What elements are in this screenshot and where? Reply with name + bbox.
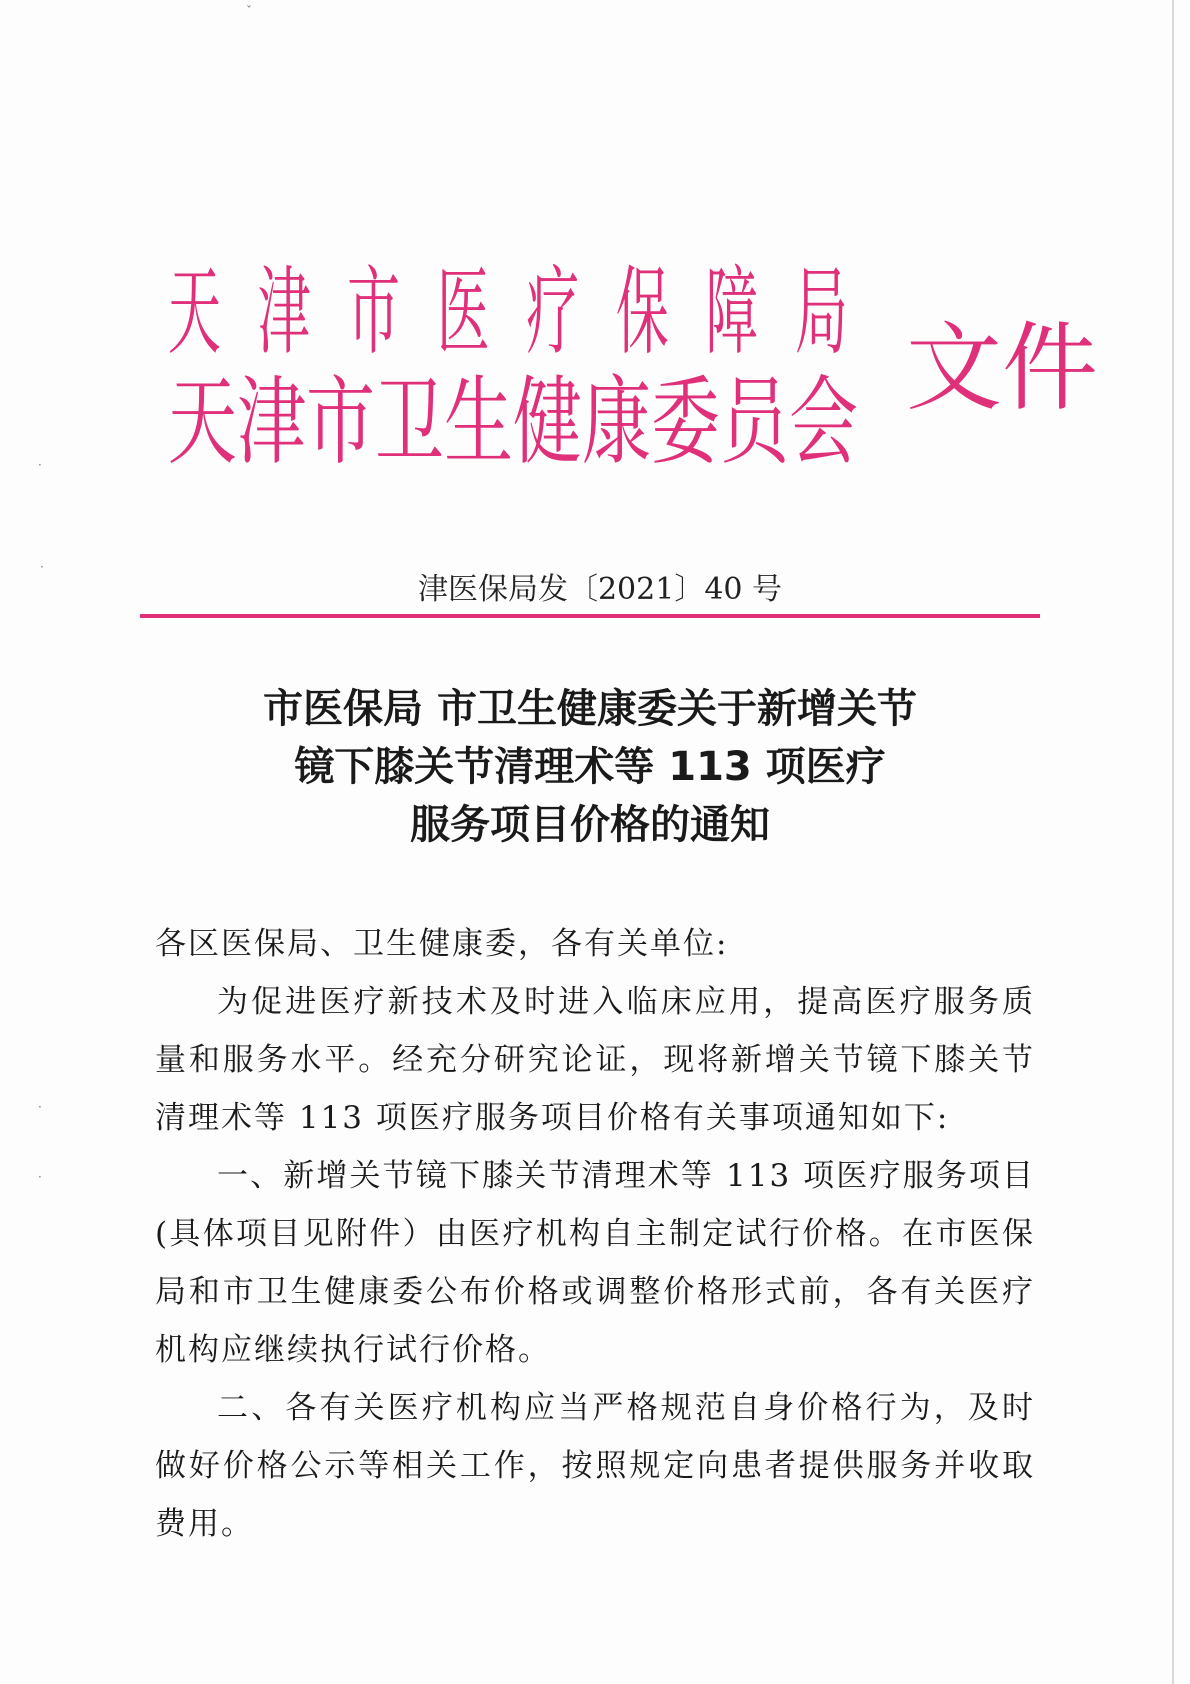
document-number: 津医保局发〔2021〕40 号 — [417, 572, 783, 607]
scan-speck: · — [38, 1170, 42, 1184]
scan-speck: · — [38, 458, 42, 472]
scan-speck: · — [38, 1100, 42, 1114]
title-line: 市医保局 市卫生健康委关于新增关节 — [263, 686, 917, 732]
title-line: 镜下膝关节清理术等 113 项医疗 — [294, 744, 886, 790]
document-title — [140, 680, 1040, 854]
body-paragraph: 一、新增关节镜下膝关节清理术等 113 项医疗服务项目(具体项目见附件）由医疗机构自主制定试行价格。在市医保局和市卫生健康委公布价格或调整价格形式前，各有关医疗机构应继续执行试行价格。 — [155, 1158, 1035, 1368]
document-body — [155, 915, 1035, 1553]
red-divider-line — [140, 614, 1040, 618]
body-paragraph: 二、各有关医疗机构应当严格规范自身价格行为，及时做好价格公示等相关工作，按照规定向患者提供服务并收取费用。 — [155, 1390, 1035, 1542]
scan-edge-line — [1172, 0, 1174, 1684]
agency-name-healthcare-security: 天 津 市 医 疗 保 障 局 — [168, 256, 858, 368]
body-paragraph: 为促进医疗新技术及时进入临床应用，提高医疗服务质量和服务水平。经充分研究论证，现将新增关节镜下膝关节清理术等 113 项医疗服务项目价格有关事项通知如下: — [155, 984, 1035, 1136]
scan-speck: · — [40, 560, 44, 574]
red-letterhead — [168, 256, 1098, 492]
agency-name-health-commission: 天津市卫生健康委员会 — [168, 366, 858, 478]
scan-speck: ˇ — [246, 4, 252, 18]
file-word: 文件 — [906, 312, 1098, 424]
salutation: 各区医保局、卫生健康委，各有关单位: — [155, 926, 729, 962]
title-line: 服务项目价格的通知 — [410, 802, 770, 848]
